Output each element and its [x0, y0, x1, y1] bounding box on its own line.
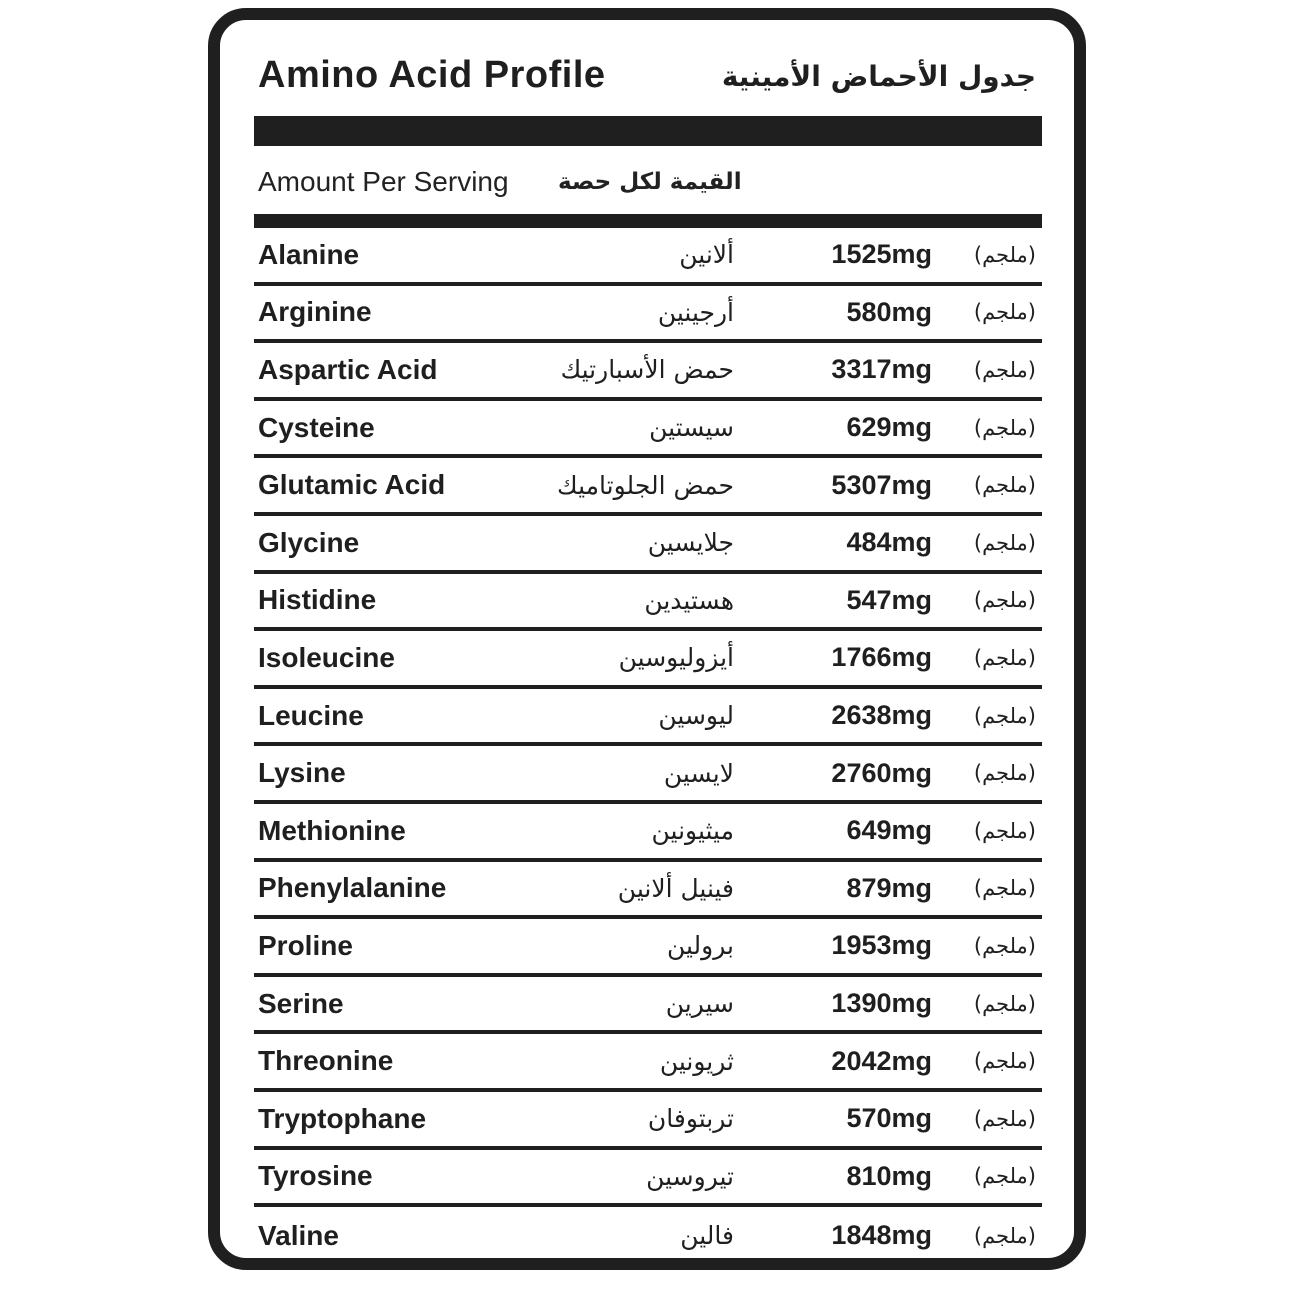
unit-arabic: (ملجم)	[973, 876, 1036, 901]
amino-name-arabic: سيرين	[665, 989, 734, 1019]
unit-arabic: (ملجم)	[973, 357, 1036, 382]
unit-arabic: (ملجم)	[973, 818, 1036, 843]
unit-arabic: (ملجم)	[973, 300, 1036, 325]
top-divider-bar	[254, 116, 1042, 146]
amino-amount: 879mg	[846, 872, 932, 903]
amino-name-english: Isoleucine	[258, 641, 395, 673]
table-row	[254, 286, 1042, 344]
amino-name-english: Glutamic Acid	[258, 469, 446, 501]
unit-arabic: (ملجم)	[973, 1106, 1036, 1131]
amino-name-english: Cysteine	[258, 411, 375, 443]
amino-name-arabic: فالين	[680, 1221, 734, 1251]
table-row	[254, 919, 1042, 977]
table-row	[254, 804, 1042, 862]
unit-arabic: (ملجم)	[973, 933, 1036, 958]
unit-arabic: (ملجم)	[973, 588, 1036, 613]
amino-name-english: Leucine	[258, 699, 364, 731]
title-arabic: جدول الأحماض الأمينية	[721, 60, 1036, 93]
amino-name-arabic: ألانين	[679, 240, 734, 270]
amino-amount: 570mg	[846, 1103, 932, 1134]
amino-name-arabic: ثريونين	[659, 1046, 734, 1076]
amino-name-english: Proline	[258, 929, 353, 961]
amino-name-english: Phenylalanine	[258, 872, 447, 904]
table-row	[254, 746, 1042, 804]
table-row	[254, 977, 1042, 1035]
amino-amount: 1525mg	[831, 239, 932, 270]
unit-arabic: (ملجم)	[973, 1049, 1036, 1074]
amino-name-english: Tryptophane	[258, 1102, 427, 1134]
title-english: Amino Acid Profile	[258, 54, 606, 96]
table-row	[254, 689, 1042, 747]
amino-name-english: Threonine	[258, 1045, 394, 1077]
amino-name-arabic: برولين	[666, 931, 734, 961]
amino-name-english: Serine	[258, 987, 344, 1019]
amino-name-arabic: تربتوفان	[647, 1104, 734, 1134]
table-row	[254, 458, 1042, 516]
amino-name-english: Lysine	[258, 757, 346, 789]
unit-arabic: (ملجم)	[973, 703, 1036, 728]
amino-name-english: Alanine	[258, 238, 360, 270]
serving-label-english: Amount Per Serving	[258, 166, 509, 197]
amino-amount: 547mg	[846, 584, 932, 615]
amino-amount: 484mg	[846, 527, 932, 558]
amino-name-arabic: أرجينين	[657, 297, 734, 327]
amino-amount: 1848mg	[831, 1220, 932, 1251]
table-row	[254, 1207, 1042, 1265]
amino-name-english: Methionine	[258, 814, 406, 846]
amino-name-arabic: ليوسين	[658, 701, 734, 731]
table-row	[254, 343, 1042, 401]
amino-amount: 5307mg	[831, 469, 932, 500]
title-row	[258, 52, 1036, 102]
amino-name-arabic: حمض الأسبارتيك	[560, 355, 734, 385]
amino-name-english: Glycine	[258, 526, 360, 558]
amino-amount: 2760mg	[831, 757, 932, 788]
amino-amount: 2042mg	[831, 1045, 932, 1076]
table-row	[254, 1092, 1042, 1150]
serving-row	[258, 162, 1042, 202]
serving-divider-bar	[254, 214, 1042, 228]
unit-arabic: (ملجم)	[973, 1223, 1036, 1248]
amino-name-english: Tyrosine	[258, 1160, 373, 1192]
amino-acid-label-card	[208, 8, 1086, 1270]
table-row	[254, 862, 1042, 920]
unit-arabic: (ملجم)	[973, 415, 1036, 440]
amino-amount: 1390mg	[831, 988, 932, 1019]
amino-name-english: Histidine	[258, 584, 377, 616]
amino-amount: 1953mg	[831, 930, 932, 961]
amino-amount: 2638mg	[831, 700, 932, 731]
table-row	[254, 574, 1042, 632]
serving-label-arabic: القيمة لكل حصة	[558, 169, 742, 195]
table-row	[254, 516, 1042, 574]
unit-arabic: (ملجم)	[973, 530, 1036, 555]
table-row	[254, 228, 1042, 286]
amino-name-arabic: حمض الجلوتاميك	[557, 470, 734, 500]
amino-name-arabic: أيزوليوسين	[618, 643, 734, 673]
unit-arabic: (ملجم)	[973, 761, 1036, 786]
amino-amount: 580mg	[846, 296, 932, 327]
amino-name-arabic: سيستين	[649, 413, 734, 443]
amino-amount: 629mg	[846, 412, 932, 443]
amino-amount: 3317mg	[831, 354, 932, 385]
unit-arabic: (ملجم)	[973, 473, 1036, 498]
unit-arabic: (ملجم)	[973, 645, 1036, 670]
amino-name-arabic: تيروسين	[646, 1161, 734, 1191]
amino-name-arabic: هستيدين	[644, 585, 734, 615]
unit-arabic: (ملجم)	[973, 242, 1036, 267]
amino-name-arabic: فينيل ألانين	[617, 873, 734, 903]
amino-name-english: Valine	[258, 1219, 339, 1251]
amino-name-arabic: لايسين	[663, 758, 734, 788]
label-inner	[254, 20, 1042, 1258]
unit-arabic: (ملجم)	[973, 1164, 1036, 1189]
amino-name-arabic: جلايسين	[647, 528, 734, 558]
table-row	[254, 631, 1042, 689]
amino-name-english: Arginine	[258, 296, 372, 328]
amino-amount: 649mg	[846, 815, 932, 846]
table-row	[254, 1150, 1042, 1208]
table-row	[254, 1034, 1042, 1092]
amino-name-arabic: ميثيونين	[651, 816, 734, 846]
unit-arabic: (ملجم)	[973, 991, 1036, 1016]
amino-name-english: Aspartic Acid	[258, 353, 438, 385]
amino-amount: 1766mg	[831, 642, 932, 673]
amino-acid-table	[254, 228, 1042, 1265]
amino-amount: 810mg	[846, 1160, 932, 1191]
table-row	[254, 401, 1042, 459]
